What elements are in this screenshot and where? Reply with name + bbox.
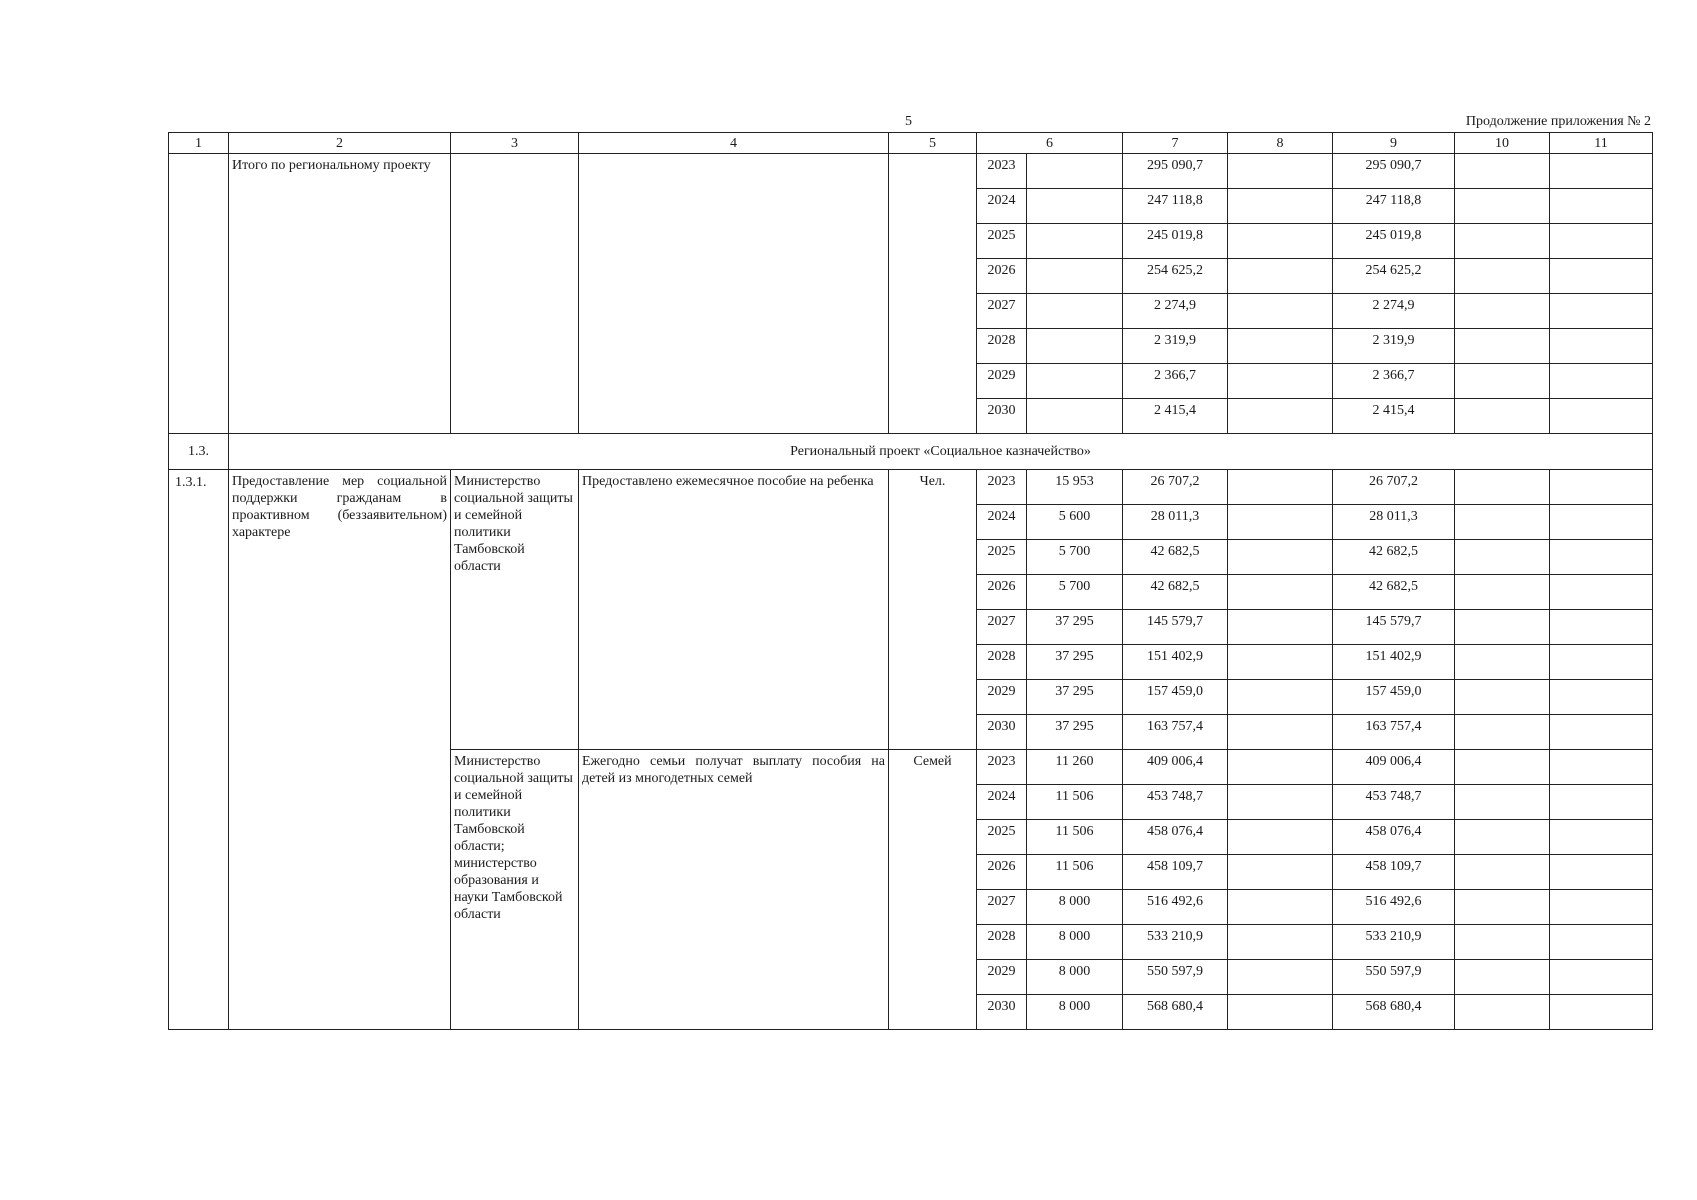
year-cell: 2024 bbox=[977, 505, 1027, 540]
column-header-9: 9 bbox=[1333, 133, 1455, 154]
year-cell: 2025 bbox=[977, 820, 1027, 855]
value-col9: 295 090,7 bbox=[1333, 154, 1455, 189]
value-col6 bbox=[1027, 329, 1123, 364]
value-col10 bbox=[1455, 189, 1550, 224]
table-body bbox=[169, 154, 1653, 1030]
value-col9: 516 492,6 bbox=[1333, 890, 1455, 925]
value-col7: 151 402,9 bbox=[1123, 645, 1228, 680]
value-col11 bbox=[1550, 785, 1653, 820]
column-header-6: 6 bbox=[977, 133, 1123, 154]
value-col8 bbox=[1228, 820, 1333, 855]
value-col6: 37 295 bbox=[1027, 680, 1123, 715]
year-cell: 2027 bbox=[977, 610, 1027, 645]
value-col8 bbox=[1228, 154, 1333, 189]
cell-executor bbox=[451, 154, 579, 434]
value-col6: 5 700 bbox=[1027, 540, 1123, 575]
value-col11 bbox=[1550, 259, 1653, 294]
value-col7: 26 707,2 bbox=[1123, 470, 1228, 505]
page-number: 5 bbox=[905, 114, 912, 129]
value-col7: 2 319,9 bbox=[1123, 329, 1228, 364]
value-col7: 453 748,7 bbox=[1123, 785, 1228, 820]
year-cell: 2026 bbox=[977, 575, 1027, 610]
value-col8 bbox=[1228, 785, 1333, 820]
value-col9: 157 459,0 bbox=[1333, 680, 1455, 715]
value-col6: 11 506 bbox=[1027, 855, 1123, 890]
value-col8 bbox=[1228, 890, 1333, 925]
section-code: 1.3. bbox=[169, 434, 229, 470]
executor-cell: Министерство социальной защиты и семейной политики Тамбовской области bbox=[451, 470, 579, 750]
result-cell: Предоставлено ежемесячное пособие на ребенка bbox=[579, 470, 889, 750]
value-col10 bbox=[1455, 890, 1550, 925]
value-col8 bbox=[1228, 224, 1333, 259]
item-name: Предоставление мер социальной поддержки гражданам в проактивном (беззаявительном) характере bbox=[229, 470, 451, 1030]
value-col6 bbox=[1027, 259, 1123, 294]
value-col7: 458 076,4 bbox=[1123, 820, 1228, 855]
value-col11 bbox=[1550, 680, 1653, 715]
value-col8 bbox=[1228, 750, 1333, 785]
cell-number bbox=[169, 154, 229, 434]
value-col9: 145 579,7 bbox=[1333, 610, 1455, 645]
value-col7: 2 274,9 bbox=[1123, 294, 1228, 329]
value-col6 bbox=[1027, 189, 1123, 224]
section-title: Региональный проект «Социальное казначейство» bbox=[229, 434, 1653, 470]
value-col9: 458 109,7 bbox=[1333, 855, 1455, 890]
value-col8 bbox=[1228, 715, 1333, 750]
value-col10 bbox=[1455, 750, 1550, 785]
value-col7: 145 579,7 bbox=[1123, 610, 1228, 645]
year-cell: 2024 bbox=[977, 785, 1027, 820]
value-col10 bbox=[1455, 680, 1550, 715]
value-col7: 550 597,9 bbox=[1123, 960, 1228, 995]
year-cell: 2027 bbox=[977, 294, 1027, 329]
value-col10 bbox=[1455, 259, 1550, 294]
value-col10 bbox=[1455, 470, 1550, 505]
value-col11 bbox=[1550, 855, 1653, 890]
column-header-7: 7 bbox=[1123, 133, 1228, 154]
value-col10 bbox=[1455, 364, 1550, 399]
cell-unit bbox=[889, 154, 977, 434]
table-row bbox=[169, 470, 1653, 505]
value-col10 bbox=[1455, 154, 1550, 189]
value-col9: 458 076,4 bbox=[1333, 820, 1455, 855]
value-col8 bbox=[1228, 189, 1333, 224]
year-cell: 2028 bbox=[977, 925, 1027, 960]
value-col7: 2 415,4 bbox=[1123, 399, 1228, 434]
value-col6: 8 000 bbox=[1027, 890, 1123, 925]
value-col10 bbox=[1455, 995, 1550, 1030]
value-col6: 8 000 bbox=[1027, 925, 1123, 960]
value-col9: 247 118,8 bbox=[1333, 189, 1455, 224]
item-code: 1.3.1. bbox=[169, 470, 229, 1030]
value-col6: 8 000 bbox=[1027, 995, 1123, 1030]
value-col9: 245 019,8 bbox=[1333, 224, 1455, 259]
value-col11 bbox=[1550, 540, 1653, 575]
value-col11 bbox=[1550, 890, 1653, 925]
table-row bbox=[169, 154, 1653, 189]
value-col10 bbox=[1455, 294, 1550, 329]
column-header-5: 5 bbox=[889, 133, 977, 154]
value-col6: 5 600 bbox=[1027, 505, 1123, 540]
budget-table bbox=[168, 132, 1653, 1030]
value-col10 bbox=[1455, 224, 1550, 259]
value-col8 bbox=[1228, 575, 1333, 610]
value-col11 bbox=[1550, 960, 1653, 995]
value-col9: 2 366,7 bbox=[1333, 364, 1455, 399]
year-cell: 2030 bbox=[977, 995, 1027, 1030]
year-cell: 2023 bbox=[977, 750, 1027, 785]
value-col8 bbox=[1228, 329, 1333, 364]
value-col9: 42 682,5 bbox=[1333, 540, 1455, 575]
unit-cell: Семей bbox=[889, 750, 977, 1030]
value-col7: 163 757,4 bbox=[1123, 715, 1228, 750]
value-col10 bbox=[1455, 785, 1550, 820]
value-col6: 5 700 bbox=[1027, 575, 1123, 610]
value-col11 bbox=[1550, 610, 1653, 645]
table-header bbox=[169, 133, 1653, 154]
year-cell: 2028 bbox=[977, 645, 1027, 680]
value-col7: 295 090,7 bbox=[1123, 154, 1228, 189]
cell-result bbox=[579, 154, 889, 434]
value-col7: 28 011,3 bbox=[1123, 505, 1228, 540]
value-col11 bbox=[1550, 329, 1653, 364]
value-col7: 42 682,5 bbox=[1123, 575, 1228, 610]
value-col10 bbox=[1455, 960, 1550, 995]
value-col6: 37 295 bbox=[1027, 645, 1123, 680]
value-col8 bbox=[1228, 294, 1333, 329]
appendix-continuation-label: Продолжение приложения № 2 bbox=[1465, 114, 1651, 129]
value-col10 bbox=[1455, 925, 1550, 960]
value-col10 bbox=[1455, 610, 1550, 645]
value-col8 bbox=[1228, 470, 1333, 505]
year-cell: 2024 bbox=[977, 189, 1027, 224]
value-col6: 11 260 bbox=[1027, 750, 1123, 785]
value-col9: 26 707,2 bbox=[1333, 470, 1455, 505]
value-col6 bbox=[1027, 224, 1123, 259]
value-col8 bbox=[1228, 995, 1333, 1030]
value-col8 bbox=[1228, 680, 1333, 715]
value-col11 bbox=[1550, 925, 1653, 960]
value-col10 bbox=[1455, 505, 1550, 540]
value-col8 bbox=[1228, 505, 1333, 540]
value-col9: 453 748,7 bbox=[1333, 785, 1455, 820]
value-col10 bbox=[1455, 855, 1550, 890]
value-col8 bbox=[1228, 925, 1333, 960]
value-col9: 254 625,2 bbox=[1333, 259, 1455, 294]
value-col6 bbox=[1027, 364, 1123, 399]
unit-cell: Чел. bbox=[889, 470, 977, 750]
value-col11 bbox=[1550, 575, 1653, 610]
value-col11 bbox=[1550, 995, 1653, 1030]
value-col11 bbox=[1550, 364, 1653, 399]
value-col7: 533 210,9 bbox=[1123, 925, 1228, 960]
year-cell: 2026 bbox=[977, 855, 1027, 890]
value-col6: 37 295 bbox=[1027, 715, 1123, 750]
value-col9: 163 757,4 bbox=[1333, 715, 1455, 750]
column-header-11: 11 bbox=[1550, 133, 1653, 154]
year-cell: 2029 bbox=[977, 364, 1027, 399]
value-col7: 2 366,7 bbox=[1123, 364, 1228, 399]
value-col9: 2 274,9 bbox=[1333, 294, 1455, 329]
executor-cell: Министерство социальной защиты и семейной политики Тамбовской области; министерство образования и науки Тамбовской области bbox=[451, 750, 579, 1030]
value-col8 bbox=[1228, 645, 1333, 680]
value-col6: 8 000 bbox=[1027, 960, 1123, 995]
section-row bbox=[169, 434, 1653, 470]
column-header-2: 2 bbox=[229, 133, 451, 154]
value-col11 bbox=[1550, 399, 1653, 434]
value-col9: 550 597,9 bbox=[1333, 960, 1455, 995]
column-header-4: 4 bbox=[579, 133, 889, 154]
year-cell: 2028 bbox=[977, 329, 1027, 364]
year-cell: 2030 bbox=[977, 399, 1027, 434]
year-cell: 2023 bbox=[977, 154, 1027, 189]
value-col8 bbox=[1228, 259, 1333, 294]
total-label: Итого по региональному проекту bbox=[229, 154, 451, 434]
value-col10 bbox=[1455, 399, 1550, 434]
result-cell: Ежегодно семьи получат выплату пособия на детей из многодетных семей bbox=[579, 750, 889, 1030]
value-col8 bbox=[1228, 399, 1333, 434]
value-col10 bbox=[1455, 820, 1550, 855]
value-col7: 245 019,8 bbox=[1123, 224, 1228, 259]
value-col6: 15 953 bbox=[1027, 470, 1123, 505]
year-cell: 2029 bbox=[977, 680, 1027, 715]
value-col6 bbox=[1027, 294, 1123, 329]
value-col9: 533 210,9 bbox=[1333, 925, 1455, 960]
value-col7: 409 006,4 bbox=[1123, 750, 1228, 785]
value-col7: 568 680,4 bbox=[1123, 995, 1228, 1030]
year-cell: 2030 bbox=[977, 715, 1027, 750]
value-col9: 151 402,9 bbox=[1333, 645, 1455, 680]
value-col11 bbox=[1550, 189, 1653, 224]
year-cell: 2027 bbox=[977, 890, 1027, 925]
column-header-3: 3 bbox=[451, 133, 579, 154]
value-col7: 516 492,6 bbox=[1123, 890, 1228, 925]
value-col7: 157 459,0 bbox=[1123, 680, 1228, 715]
value-col11 bbox=[1550, 715, 1653, 750]
value-col8 bbox=[1228, 540, 1333, 575]
year-cell: 2029 bbox=[977, 960, 1027, 995]
value-col6: 11 506 bbox=[1027, 820, 1123, 855]
value-col10 bbox=[1455, 329, 1550, 364]
value-col10 bbox=[1455, 540, 1550, 575]
year-cell: 2025 bbox=[977, 224, 1027, 259]
value-col11 bbox=[1550, 505, 1653, 540]
value-col10 bbox=[1455, 645, 1550, 680]
value-col11 bbox=[1550, 820, 1653, 855]
value-col9: 28 011,3 bbox=[1333, 505, 1455, 540]
year-cell: 2025 bbox=[977, 540, 1027, 575]
value-col9: 568 680,4 bbox=[1333, 995, 1455, 1030]
value-col11 bbox=[1550, 154, 1653, 189]
value-col9: 42 682,5 bbox=[1333, 575, 1455, 610]
column-header-8: 8 bbox=[1228, 133, 1333, 154]
value-col10 bbox=[1455, 575, 1550, 610]
value-col6 bbox=[1027, 399, 1123, 434]
value-col7: 254 625,2 bbox=[1123, 259, 1228, 294]
value-col11 bbox=[1550, 645, 1653, 680]
value-col11 bbox=[1550, 224, 1653, 259]
column-header-1: 1 bbox=[169, 133, 229, 154]
value-col9: 409 006,4 bbox=[1333, 750, 1455, 785]
value-col9: 2 415,4 bbox=[1333, 399, 1455, 434]
value-col6: 11 506 bbox=[1027, 785, 1123, 820]
value-col8 bbox=[1228, 960, 1333, 995]
value-col11 bbox=[1550, 750, 1653, 785]
column-header-10: 10 bbox=[1455, 133, 1550, 154]
value-col11 bbox=[1550, 294, 1653, 329]
value-col7: 458 109,7 bbox=[1123, 855, 1228, 890]
year-cell: 2023 bbox=[977, 470, 1027, 505]
value-col8 bbox=[1228, 364, 1333, 399]
value-col6: 37 295 bbox=[1027, 610, 1123, 645]
year-cell: 2026 bbox=[977, 259, 1027, 294]
value-col7: 247 118,8 bbox=[1123, 189, 1228, 224]
value-col7: 42 682,5 bbox=[1123, 540, 1228, 575]
value-col8 bbox=[1228, 855, 1333, 890]
value-col10 bbox=[1455, 715, 1550, 750]
value-col6 bbox=[1027, 154, 1123, 189]
value-col8 bbox=[1228, 610, 1333, 645]
value-col11 bbox=[1550, 470, 1653, 505]
value-col9: 2 319,9 bbox=[1333, 329, 1455, 364]
